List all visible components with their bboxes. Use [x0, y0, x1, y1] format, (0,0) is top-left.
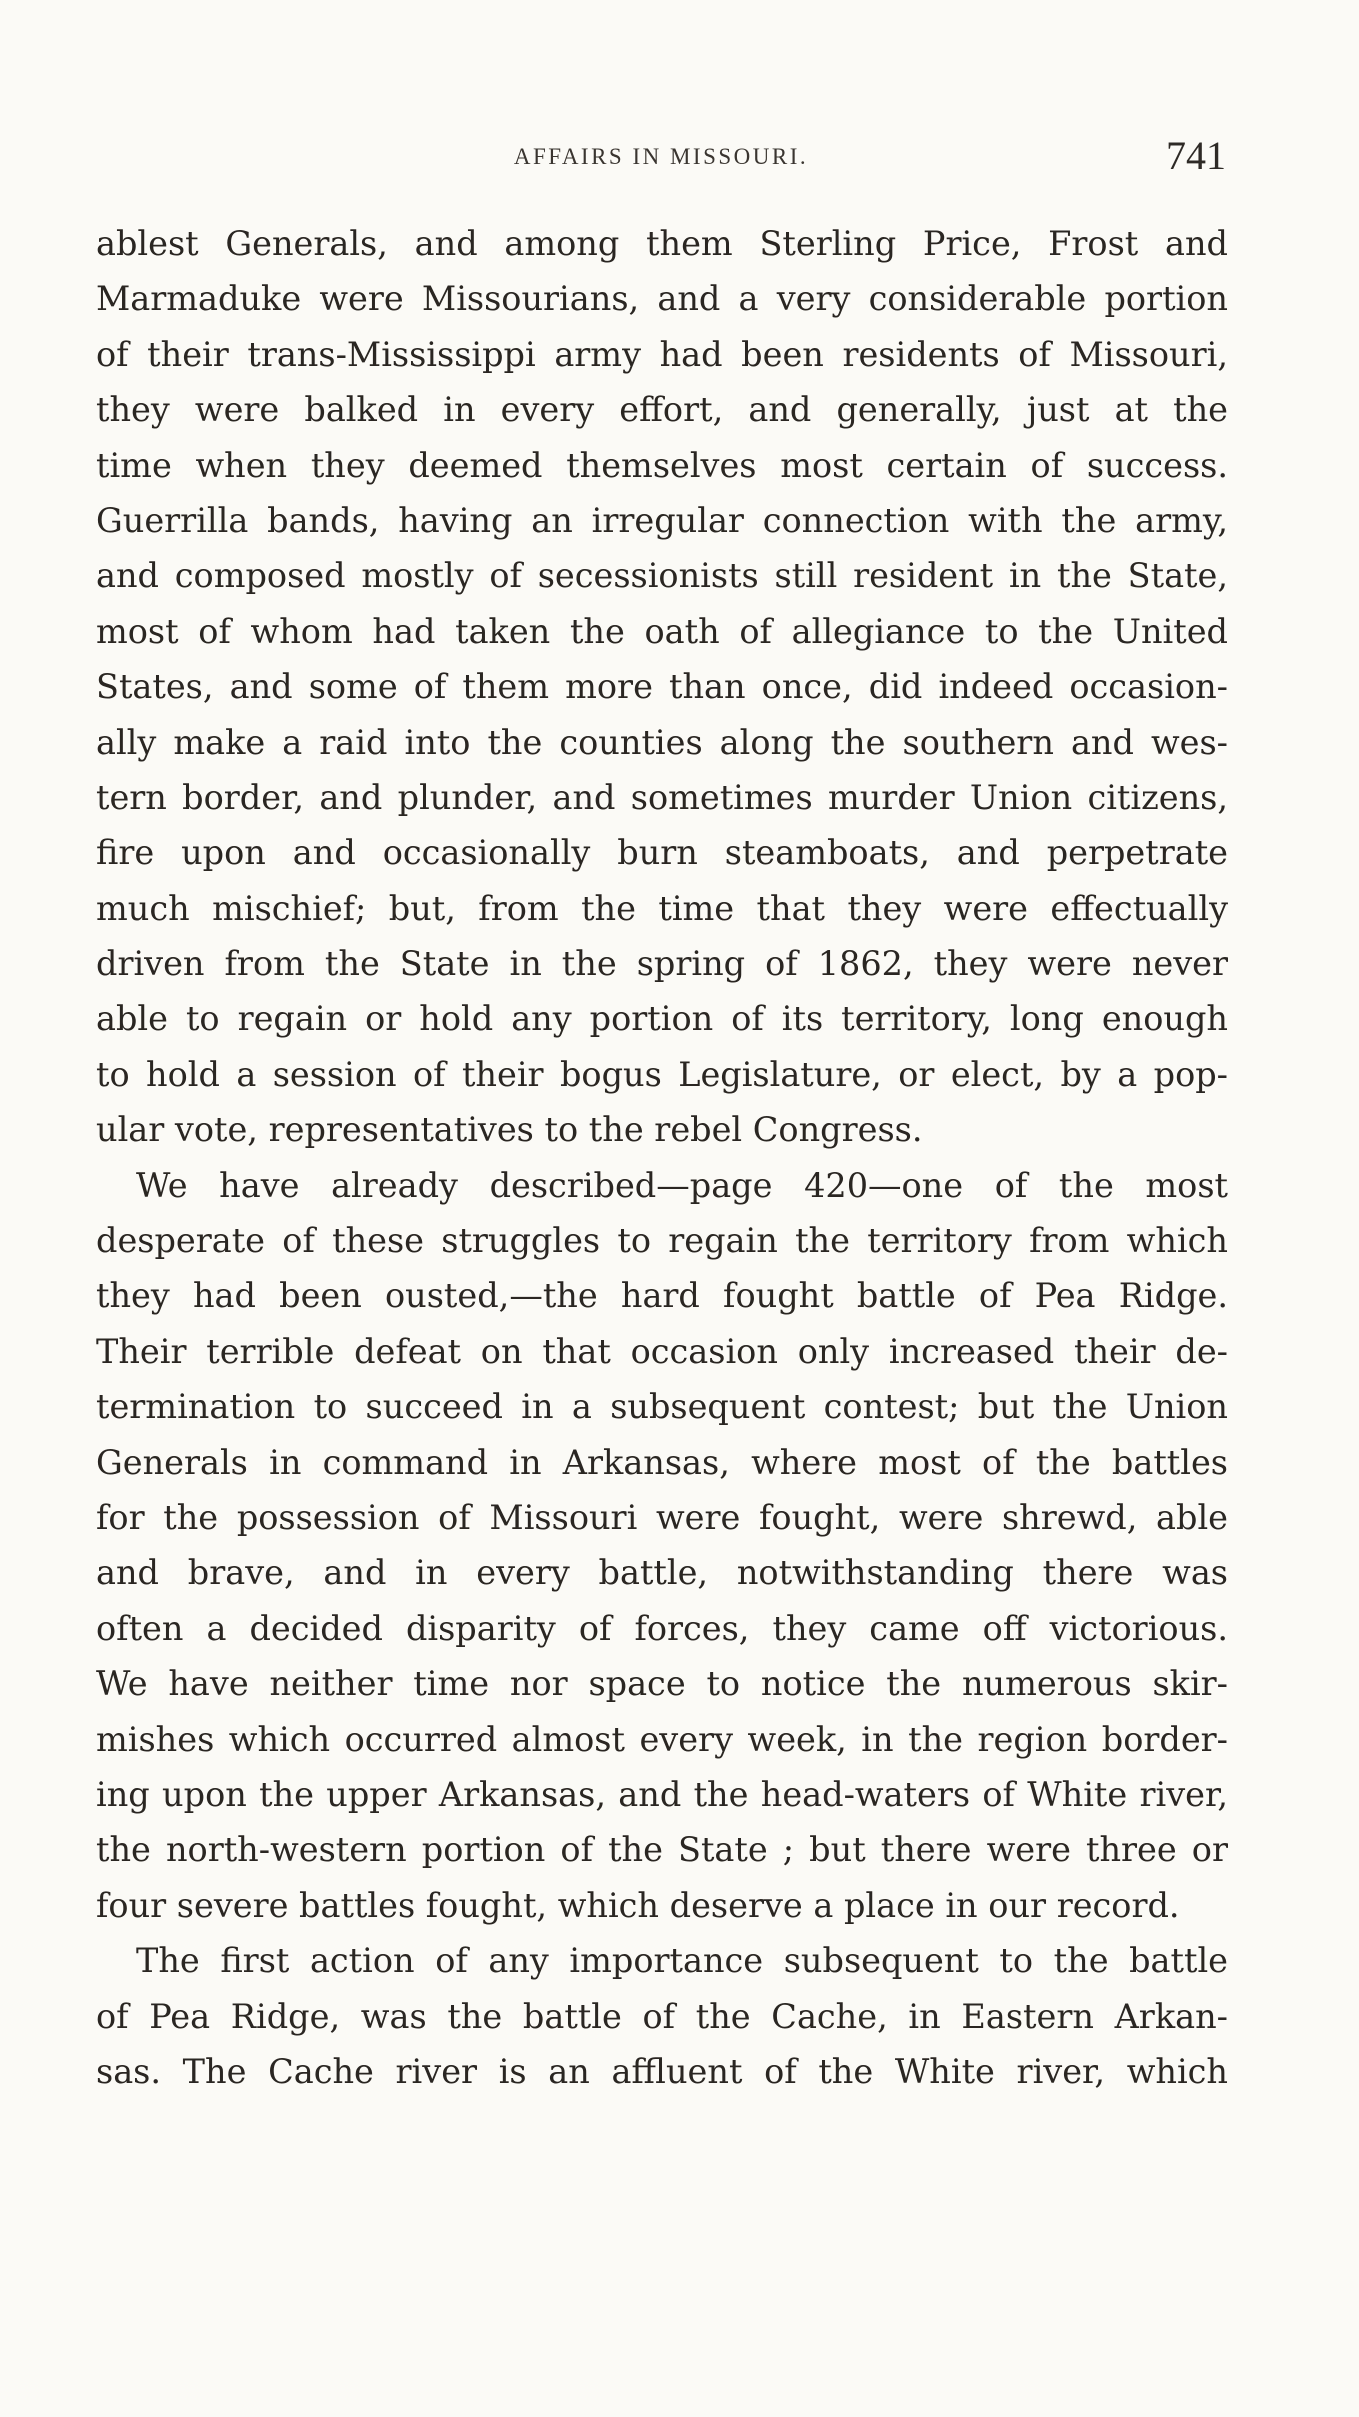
text-line: Marmaduke were Missourians, and a very considerable portion [96, 279, 1228, 319]
text-line: mishes which occurred almost every week, in the region border- [96, 1719, 1228, 1759]
text-line: they had been ousted,—the hard fought battle of Pea Ridge. [96, 1276, 1228, 1316]
text-line: and composed mostly of secessionists still resident in the State, [96, 556, 1228, 596]
text-line: Their terrible defeat on that occasion only increased their de- [96, 1331, 1228, 1371]
running-title: AFFAIRS IN MISSOURI. [513, 144, 809, 169]
text-line: time when they deemed themselves most certain of success. [96, 445, 1228, 485]
text-line: Guerrilla bands, having an irregular connection with the army, [96, 500, 1228, 540]
running-head [96, 128, 1226, 188]
body-text [96, 216, 1228, 2099]
page-number: 741 [1166, 133, 1226, 178]
text-line: sas. The Cache river is an affluent of the White river, which [96, 2051, 1228, 2091]
text-line: ing upon the upper Arkansas, and the head-waters of White river, [96, 1774, 1228, 1814]
text-line: for the possession of Missouri were fought, were shrewd, able [96, 1497, 1228, 1537]
text-line: to hold a session of their bogus Legislature, or elect, by a pop- [96, 1054, 1228, 1094]
text-line: much mischief; but, from the time that they were effectually [96, 888, 1228, 928]
text-line: driven from the State in the spring of 1862, they were never [96, 944, 1228, 984]
text-line: ular vote, representatives to the rebel Congress. [96, 1110, 923, 1150]
text-line: We have already described—page 420—one of the most [136, 1165, 1228, 1205]
text-line: they were balked in every effort, and generally, just at the [96, 390, 1228, 430]
text-line: States, and some of them more than once, did indeed occasion- [96, 667, 1228, 707]
text-line: The first action of any importance subsequent to the battle [136, 1941, 1228, 1981]
text-line: of Pea Ridge, was the battle of the Cache, in Eastern Arkan- [96, 1996, 1228, 2036]
text-line: able to regain or hold any portion of its territory, long enough [96, 999, 1228, 1039]
text-line: We have neither time nor space to notice the numerous skir- [96, 1664, 1228, 1704]
text-line: most of whom had taken the oath of allegiance to the United [96, 611, 1228, 651]
text-line: four severe battles fought, which deserve a place in our record. [96, 1885, 1180, 1925]
text-line: tern border, and plunder, and sometimes murder Union citizens, [96, 777, 1228, 817]
text-line: the north-western portion of the State ; but there were three or [96, 1830, 1228, 1870]
text-line: of their trans-Mississippi army had been residents of Missouri, [96, 334, 1228, 374]
text-line: fire upon and occasionally burn steamboats, and perpetrate [96, 833, 1228, 873]
text-line: desperate of these struggles to regain the territory from which [96, 1221, 1228, 1261]
text-line: often a decided disparity of forces, they came off victorious. [96, 1608, 1228, 1648]
text-line: and brave, and in every battle, notwithstanding there was [96, 1553, 1228, 1593]
text-line: ablest Generals, and among them Sterling Price, Frost and [96, 224, 1228, 263]
text-line: ally make a raid into the counties along the southern and wes- [96, 722, 1228, 762]
text-line: termination to succeed in a subsequent contest; but the Union [96, 1387, 1228, 1427]
text-line: Generals in command in Arkansas, where most of the battles [96, 1442, 1228, 1482]
